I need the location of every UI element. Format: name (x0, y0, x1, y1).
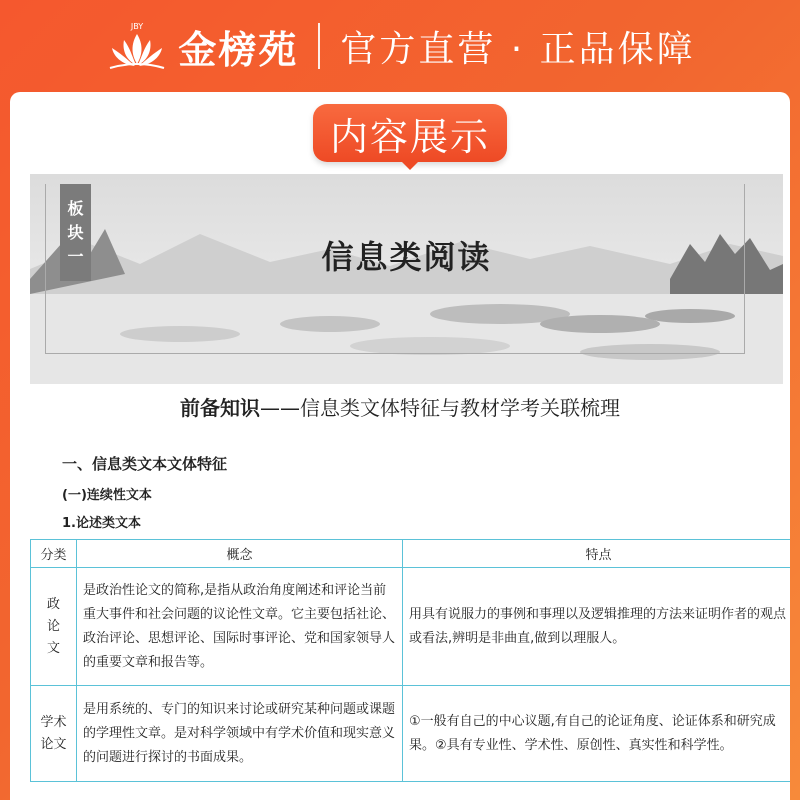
content-card (10, 92, 790, 800)
concept-cell: 是政治性论文的简称,是指从政治角度阐述和评论当前重大事件和社会问题的议论性文章。它主要包括社论、政治评论、思想评论、国际时事评论、党和国家领导人的重要文章和报告等。 (77, 568, 403, 686)
table-header-cell: 概念 (77, 540, 403, 568)
table-header-cell: 分类 (31, 540, 77, 568)
top-bar (0, 0, 800, 92)
brand-name: 金榜苑 (178, 26, 299, 72)
brand-logo (104, 19, 298, 74)
genre-table (30, 539, 790, 782)
content-badge: 内容展示 (313, 104, 507, 162)
lotus-icon (104, 20, 170, 72)
table-header-row (31, 540, 791, 568)
category-cell: 学术 论文 (31, 686, 77, 782)
category-cell: 政 论 文 (31, 568, 77, 686)
block-tag: 板 块 一 (60, 184, 91, 281)
svg-text:JBY: JBY (131, 22, 144, 31)
table-row (31, 568, 791, 686)
table-header-cell: 特点 (403, 540, 791, 568)
header-divider (318, 23, 320, 69)
heading-level-2: (一)连续性文本 (62, 488, 152, 503)
feature-cell: ①一般有自己的中心议题,有自己的论证角度、论证体系和研究成果。②具有专业性、学术性、原创性、真实性和科学性。 (403, 686, 791, 782)
section-subtitle: 前备知识——信息类文体特征与教材学考关联梳理 (180, 396, 620, 420)
section-banner (30, 174, 783, 384)
heading-level-3: 1.论述类文本 (62, 516, 141, 531)
table-row (31, 686, 791, 782)
feature-cell: 用具有说服力的事例和事理以及逻辑推理的方法来证明作者的观点或看法,辨明是非曲直,做到以理服人。 (403, 568, 791, 686)
badge-pointer (400, 160, 420, 170)
slogan: 官方直营 · 正品保障 (340, 28, 696, 70)
heading-level-1: 一、信息类文本文体特征 (62, 455, 228, 473)
banner-title: 信息类阅读 (321, 238, 492, 276)
concept-cell: 是用系统的、专门的知识来讨论或研究某种问题或课题的学理性文章。是对科学领域中有学术价值和现实意义的问题进行探讨的书面成果。 (77, 686, 403, 782)
